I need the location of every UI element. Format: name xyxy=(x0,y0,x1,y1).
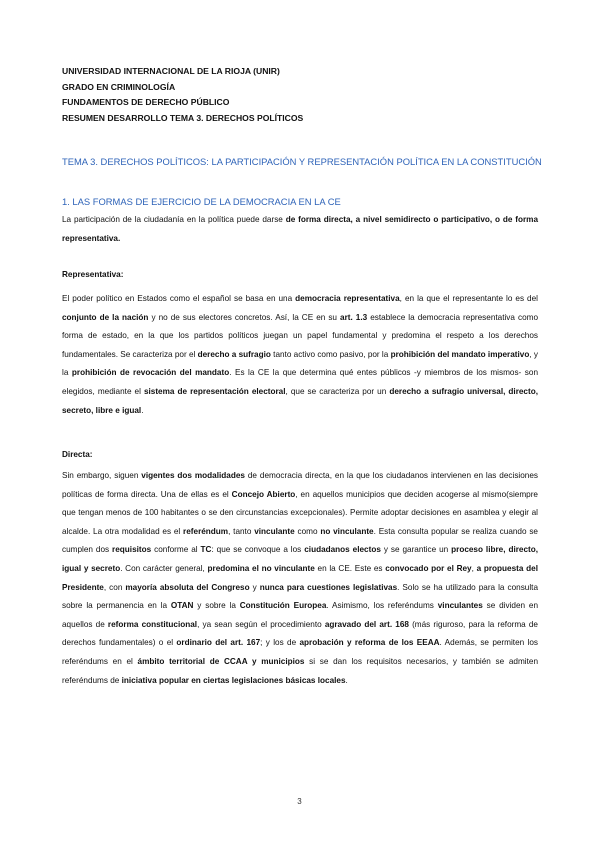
text-run: , y la xyxy=(62,349,538,378)
bold-run: convocado por el Rey xyxy=(385,563,472,573)
bold-run: reforma constitucional xyxy=(107,619,198,629)
bold-run: derecho a sufragio universal, directo, secreto, libre e igual xyxy=(62,386,538,415)
text-run: , ya sean según el procedimiento xyxy=(197,619,325,629)
bold-run: requisitos xyxy=(112,545,152,555)
bold-run: aprobación y reforma de los EEAA xyxy=(299,638,440,648)
degree-name: GRADO EN CRIMINOLOGÍA xyxy=(62,81,176,92)
bold-run: ordinario del art. 167 xyxy=(176,638,261,648)
text-run: en la CE. Este es xyxy=(314,563,386,573)
page-number: 3 xyxy=(297,797,302,806)
text-run: . Solo se ha utilizado para la consulta sobre la permanencia en la xyxy=(62,582,539,611)
bold-run: vigentes dos modalidades xyxy=(141,471,245,480)
text-run: y no de sus electores concretos. Así, la CE en su xyxy=(148,312,341,322)
text-run: : que se convoque a los xyxy=(211,545,305,555)
summary-title: RESUMEN DESARROLLO TEMA 3. DERECHOS POLÍTICOS xyxy=(62,112,304,123)
text-run: y sobre la xyxy=(193,601,240,611)
text-run: y xyxy=(249,582,260,592)
directa-heading: Directa: xyxy=(62,450,93,459)
text-run: . Asimismo, los referéndums xyxy=(326,601,438,611)
bold-run: iniciativa popular en ciertas legislaciones básicas locales xyxy=(121,675,346,685)
bold-run: proceso libre, directo, igual y secreto xyxy=(62,545,539,573)
text-run: , en aquellos municipios que deciden acogerse al mismo(siempre que tengan menos de 100 habitantes o se den circunstancias excepcionales). Permite adoptar decisiones en asamblea y elegir al alcalde. La otra modalidad es el xyxy=(62,489,538,536)
text-run: . xyxy=(141,405,144,415)
bold-run: predomina el no vinculante xyxy=(207,563,315,573)
bold-run: mayoría absoluta del Congreso xyxy=(125,582,250,592)
intro-paragraph xyxy=(62,211,538,248)
bold-run: a propuesta del Presidente xyxy=(62,563,538,592)
university-name: UNIVERSIDAD INTERNACIONAL DE LA RIOJA (UNIR) xyxy=(62,66,280,76)
topic-title: TEMA 3. DERECHOS POLÍTICOS: LA PARTICIPACIÓN Y REPRESENTACIÓN POLÍTICA EN LA CONSTITUCIÓN xyxy=(62,156,542,167)
bold-run: conjunto de la nación xyxy=(62,312,149,322)
bold-run: agravado del art. 168 xyxy=(324,619,409,629)
text-run: . Además, se permiten los referéndums en el xyxy=(62,638,538,666)
bold-run: Concejo Abierto xyxy=(231,489,296,499)
directa-paragraph xyxy=(62,467,538,690)
bold-run: vinculantes xyxy=(437,601,483,611)
bold-run: ámbito territorial de CCAA y municipios xyxy=(137,656,305,666)
text-run: ; y los de xyxy=(260,638,300,648)
text-run: , que se caracteriza por un xyxy=(285,386,390,396)
section-heading: 1. LAS FORMAS DE EJERCICIO DE LA DEMOCRACIA EN LA CE xyxy=(62,196,341,207)
text-run: conforme al xyxy=(151,545,201,555)
text-run: como xyxy=(294,526,321,536)
document-header xyxy=(62,64,303,126)
bold-run: art. 1.3 xyxy=(340,312,368,322)
representativa-paragraph xyxy=(62,290,538,420)
text-run: , tanto xyxy=(228,526,255,536)
bold-run: referéndum xyxy=(183,526,229,536)
bold-run: prohibición del mandato imperativo xyxy=(390,349,530,359)
bold-run: prohibición de revocación del mandato xyxy=(71,368,230,378)
text-run: se dividen en aquellos de xyxy=(62,601,539,629)
bold-run: ciudadanos electos xyxy=(304,545,381,555)
bold-run: nunca para cuestiones legislativas xyxy=(259,582,398,592)
course-name: FUNDAMENTOS DE DERECHO PÚBLICO xyxy=(62,97,230,107)
bold-run: vinculante xyxy=(254,526,295,536)
text-run: . Con carácter general, xyxy=(120,563,208,573)
text-run: . Es la CE la que determina qué entes públicos -y miembros de los mismos- son elegidos, mediante el xyxy=(62,368,538,396)
bold-run: no vinculante xyxy=(320,526,374,536)
text-run: , en la que el representante lo es del xyxy=(399,294,538,303)
text-run: , xyxy=(471,563,477,573)
bold-run: sistema de representación electoral xyxy=(143,386,286,396)
intro-bold: de forma directa, a nivel semidirecto o participativo, o de forma representativa. xyxy=(62,215,538,243)
text-run: tanto activo como pasivo, por la xyxy=(270,349,391,359)
text-run: y se garantice un xyxy=(380,545,452,555)
text-run: (más riguroso, para la reforma de derechos fundamentales) o el xyxy=(62,619,538,648)
representativa-heading: Representativa: xyxy=(62,270,124,279)
bold-run: democracia representativa xyxy=(295,294,400,303)
bold-run: OTAN xyxy=(170,601,194,611)
text-run: , con xyxy=(103,582,126,592)
text-run: de democracia directa, en la que los ciudadanos intervienen en las decisiones políticas de forma directa. Una de ellas es el xyxy=(62,471,538,499)
bold-run: TC xyxy=(200,545,212,555)
bold-run: derecho a sufragio xyxy=(197,349,271,359)
text-run: si se dan los requisitos necesarios, y también se admiten referéndums de xyxy=(62,656,539,685)
text-run: Sin embargo, siguen xyxy=(62,471,142,480)
text-run: establece la democracia representativa como forma de estado, en la que los partidos políticos juegan un papel fundamental y predomina el respeto a los derechos fundamentales. Se caracteriza por el xyxy=(62,312,538,359)
text-run: . xyxy=(345,675,348,685)
text-run: . Esta consulta popular se realiza cuando se cumplen dos xyxy=(62,526,538,555)
intro-text: La participación de la ciudadanía en la política puede darse xyxy=(62,215,286,224)
text-run: El poder político en Estados como el español se basa en una xyxy=(62,294,296,303)
bold-run: Constitución Europea xyxy=(239,601,327,611)
